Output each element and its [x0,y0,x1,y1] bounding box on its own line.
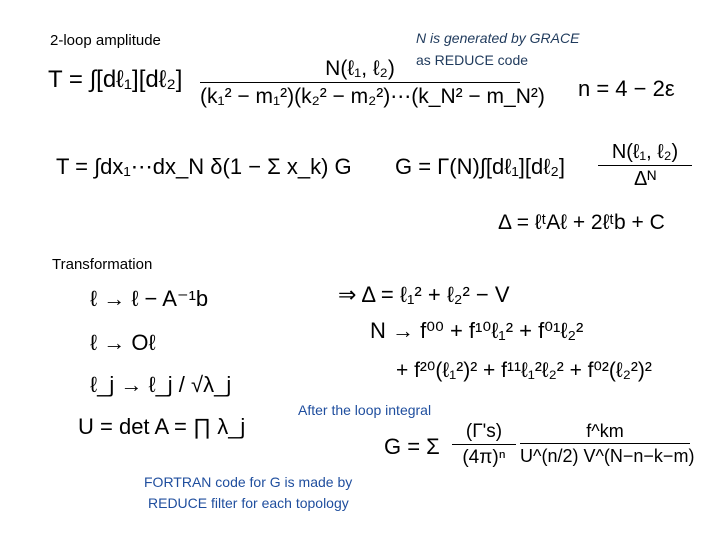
result-numerator-1: N → f⁰⁰ + f¹⁰ℓ₁² + f⁰¹ℓ₂² [370,318,584,343]
eq1-fraction-bar [200,82,520,83]
eq3-numerator: N(ℓ₁, ℓ₂) [611,141,679,163]
eq2-feynman-parameters: T = ∫dx₁⋯dx_N δ(1 − Σ x_k) G [56,154,352,179]
eq1-denominator: (k₁² − m₁²)(k₂² − m₂²)⋯(k_N² − m_N²) [200,85,545,108]
g-fraction-2-denominator: U^(n/2) V^(N−n−k−m) [520,446,695,466]
eq3-lhs: G = Γ(N)∫[dℓ₁][dℓ₂] [395,154,565,179]
after-loop-label: After the loop integral [298,402,432,418]
eq4-delta: Δ = ℓᵗAℓ + 2ℓᵗb + C [498,211,665,234]
eq1-fraction [200,57,545,108]
eq1-lhs: T = ∫[dℓ₁][dℓ₂] [48,66,183,93]
g-fraction-2-bar [520,443,690,444]
transform-scaling: ℓ_j → ℓ_j / √λ_j [90,372,232,397]
g-fraction-1-bar [452,444,516,445]
fortran-note-line2: REDUCE filter for each topology [148,495,349,511]
eq1-numerator: N(ℓ₁, ℓ₂) [325,57,395,80]
g-sum-lhs: G = Σ [384,434,440,459]
g-fraction-2 [520,421,695,466]
fortran-note-line1: FORTRAN code for G is made by [144,474,353,490]
transform-determinant: U = det A = ∏ λ_j [78,414,246,439]
transform-rotation: ℓ → Oℓ [90,330,156,355]
result-delta: ⇒ Δ = ℓ₁² + ℓ₂² − V [338,282,510,307]
eq-n-dimension: n = 4 − 2ε [578,76,675,101]
g-fraction-1 [452,422,516,467]
g-fraction-1-numerator: (Γ's) [465,421,503,442]
result-numerator-2: + f²⁰(ℓ₁²)² + f¹¹ℓ₁²ℓ₂² + f⁰²(ℓ₂²)² [396,359,652,382]
transform-shift: ℓ → ℓ − A⁻¹b [90,286,209,311]
eq3-fraction [598,142,692,189]
eq3-fraction-bar [598,165,692,166]
eq3-denominator: Δᴺ [634,168,656,190]
g-fraction-2-numerator: f^km [586,421,624,441]
g-fraction-1-denominator: (4π)ⁿ [462,447,506,468]
two-loop-label: 2-loop amplitude [50,32,161,49]
n-generated-line2: as REDUCE code [416,52,529,68]
n-generated-line1: N is generated by GRACE [416,30,580,46]
transformation-label: Transformation [52,256,153,273]
